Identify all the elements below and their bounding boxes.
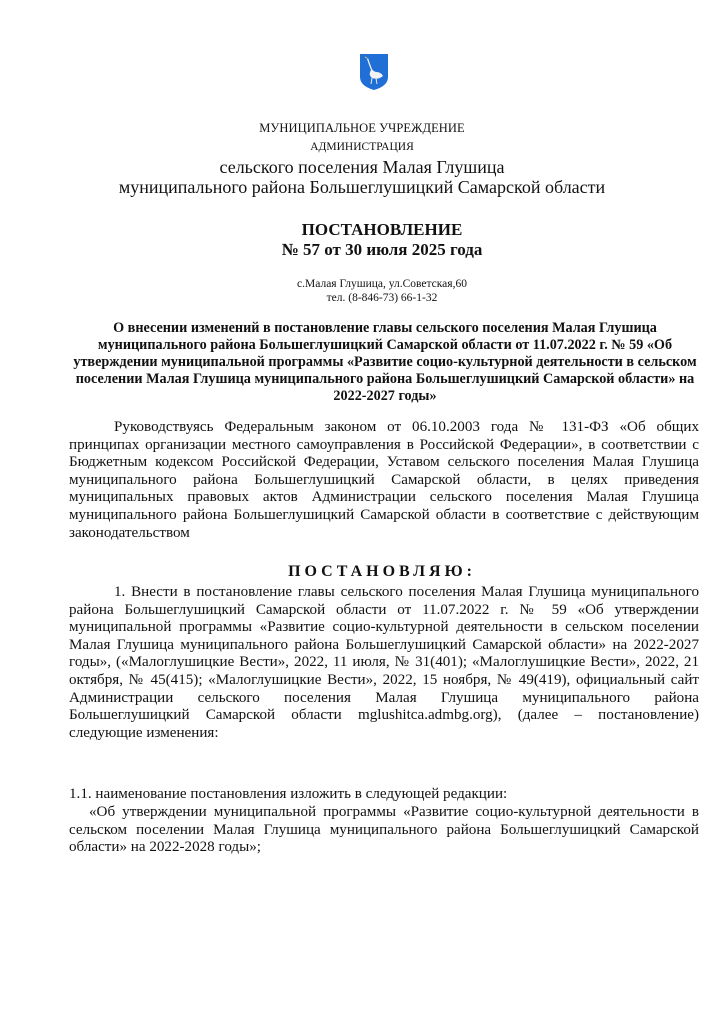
item-1-1-heading: 1.1. наименование постановления изложить в следующей редакции: xyxy=(69,786,508,802)
preamble-paragraph: Руководствуясь Федеральным законом от 06.10.2003 года № 131-ФЗ «Об общих принципах организации местного самоуправления в Российской Федерации», в соответствии с Бюджетным кодексом Российской Федерации, Уставом сельского поселения Малая Глушица муниципального района Большеглушицкий Самарской области, в целях приведения муниципальных правовых актов Администрации сельского поселения Малая Глушица муниципального района Большеглушицкий Самарской области в соответствие с действующим законодательством xyxy=(69,419,699,541)
settlement-name: сельского поселения Малая Глушица xyxy=(219,157,505,177)
phone: тел. (8-846-73) 66-1-32 xyxy=(326,292,438,304)
district-name: муниципального района Большеглушицкий Самарской области xyxy=(118,177,606,197)
administration-label: АДМИНИСТРАЦИЯ xyxy=(310,141,414,153)
item-1-1-text: «Об утверждении муниципальной программы «Развитие социо-культурной деятельности в сельском поселении Малая Глушица муниципального района Большеглушицкий Самарской области» на 2022-2028 годы»; xyxy=(69,804,699,856)
resolve-heading: ПОСТАНОВЛЯЮ: xyxy=(288,563,476,580)
document-number-date: № 57 от 30 июля 2025 года xyxy=(281,240,483,259)
document-type: ПОСТАНОВЛЕНИЕ xyxy=(301,220,463,239)
coat-of-arms-emblem xyxy=(359,53,389,91)
document-subject: О внесении изменений в постановление главы сельского поселения Малая Глушица муниципального района Большеглушицкий Самарской области от 11.07.2022 г. № 59 «Об утверждении муниципальной программы «Развитие социо-культурной деятельности в сельском поселении Малая Глушица муниципального района Большеглушицкий Самарской области» на 2022-2027 годы» xyxy=(73,320,697,404)
address: с.Малая Глушица, ул.Советская,60 xyxy=(297,278,467,290)
institution-type: МУНИЦИПАЛЬНОЕ УЧРЕЖДЕНИЕ xyxy=(259,121,465,135)
item-1-paragraph: 1. Внести в постановление главы сельского поселения Малая Глушица муниципального района Большеглушицкий Самарской области от 11.07.2022 г. № 59 «Об утверждении муниципальной программы «Развитие социо-культурной деятельности в сельском поселении Малая Глушица муниципального района Большеглушицкий Самарской области» на 2022-2027 годы», («Малоглушицкие Вести», 2022, 11 июля, № 31(401); «Малоглушицкие Вести», 2022, 21 октября, № 45(415); «Малоглушицкие Вести», 2022, 15 ноября, № 49(419), официальный сайт Администрации сельского поселения Малая Глушица муниципального района Большеглушицкий Самарской области mglushitca.admbg.org), (далее – постановление) следующие изменения: xyxy=(69,584,699,741)
